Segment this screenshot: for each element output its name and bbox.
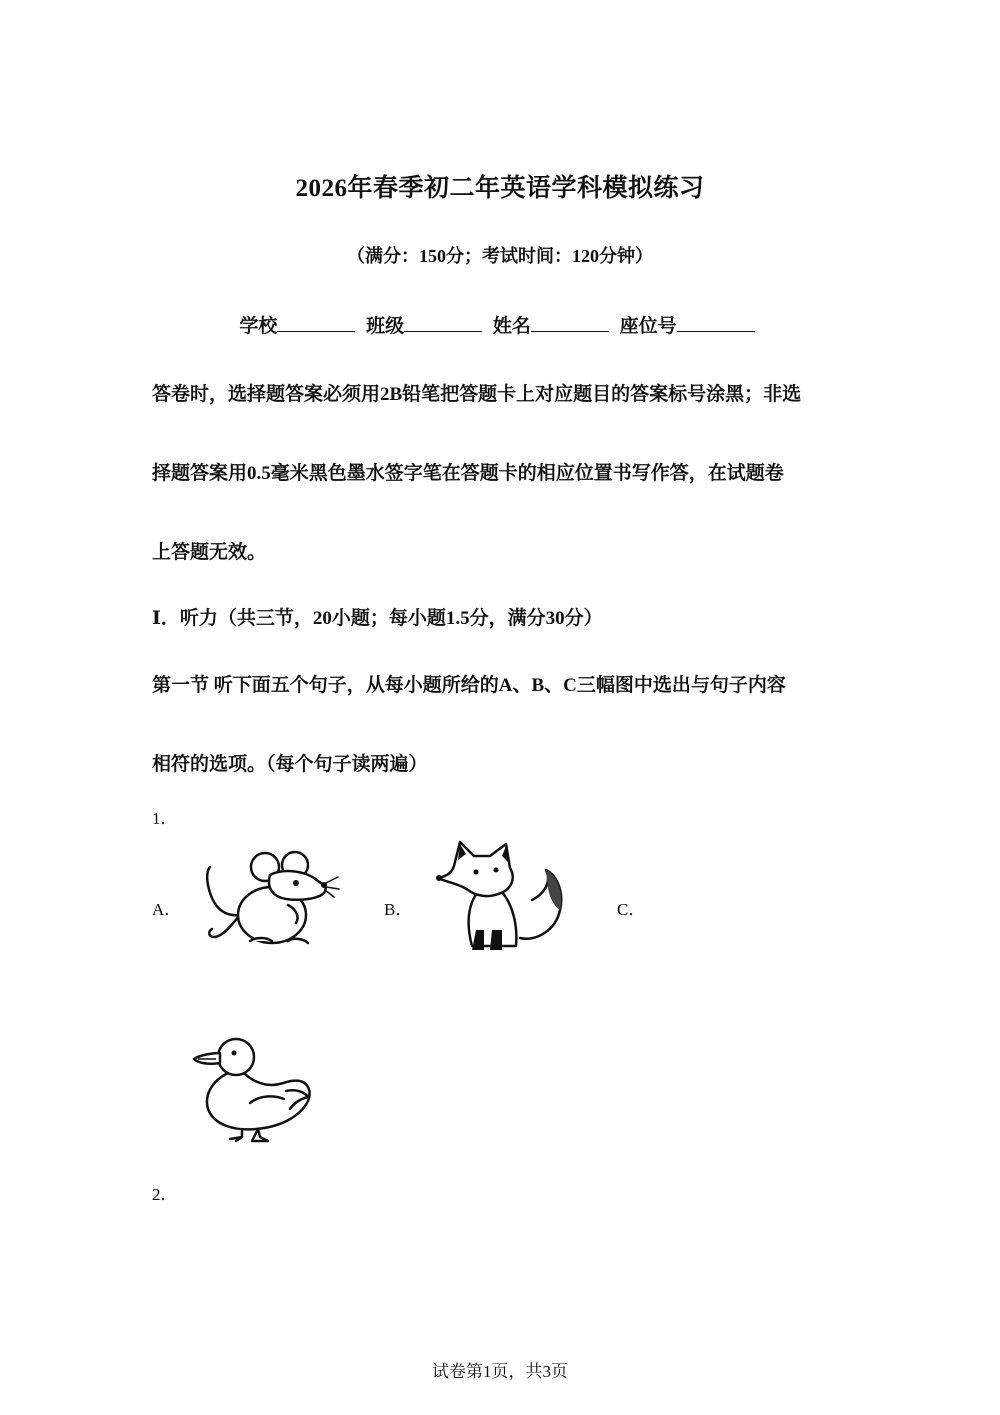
class-blank (404, 313, 482, 332)
class-label: 班级 (366, 316, 405, 337)
exam-title: 2026年春季初二年英语学科模拟练习 (295, 175, 705, 202)
section-heading: Ⅰ．听力（共三节，20小题；每小题1.5分，满分30分） (152, 608, 603, 629)
exam-subtitle: （满分：150分；考试时间：120分钟） (347, 246, 653, 266)
instructions-line-2: 择题答案用0.5毫米黑色墨水签字笔在答题卡的相应位置书写作答，在试题卷 (152, 463, 784, 484)
question-2-number: 2． (152, 1185, 178, 1204)
part1-instruction-line-1: 第一节 听下面五个句子，从每小题所给的A、B、C三幅图中选出与句子内容 (152, 675, 786, 696)
school-label: 学校 (239, 316, 278, 337)
fox-icon (432, 838, 572, 953)
student-info-line (0, 311, 1000, 338)
option-b-label: B． (384, 900, 413, 919)
school-blank (277, 313, 355, 332)
seat-label: 座位号 (619, 316, 677, 337)
instructions-line-3: 上答题无效。 (152, 542, 267, 563)
name-blank (531, 313, 609, 332)
page-footer: 试卷第1页，共3页 (432, 1362, 568, 1381)
mouse-icon (200, 845, 340, 950)
duck-icon (190, 1033, 320, 1143)
seat-blank (677, 313, 755, 332)
option-c-label: C． (617, 900, 646, 919)
part1-instruction-line-2: 相符的选项。（每个句子读两遍） (152, 754, 428, 775)
name-label: 姓名 (492, 316, 531, 337)
question-1-number: 1． (152, 809, 178, 828)
instructions-line-1: 答卷时，选择题答案必须用2B铅笔把答题卡上对应题目的答案标号涂黑；非选 (152, 384, 802, 405)
option-a-label: A． (152, 900, 182, 919)
